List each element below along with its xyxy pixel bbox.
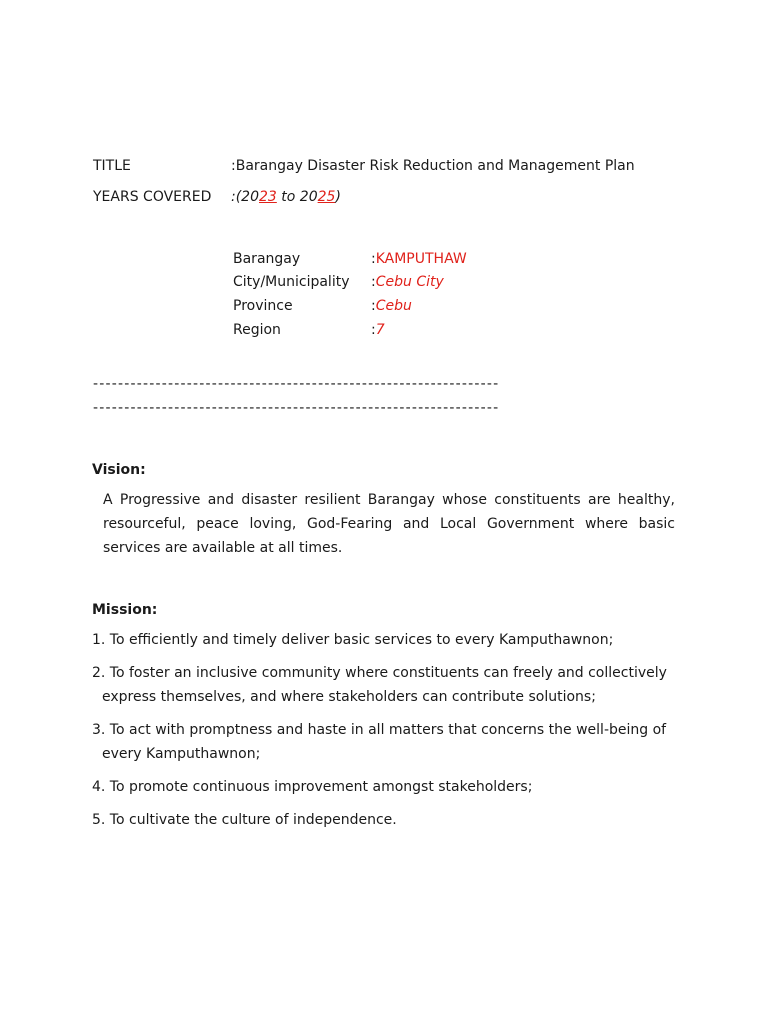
location-row-province [233, 296, 633, 316]
region-value: 7 [375, 322, 385, 338]
years-covered-row [93, 187, 693, 207]
location-value [371, 320, 385, 340]
location-value [371, 272, 444, 292]
years-end-suffix: 25 [317, 189, 336, 205]
years-covered-value [231, 187, 341, 207]
years-prefix: :(20 [231, 189, 259, 205]
location-label: Region [233, 322, 281, 338]
location-value [371, 296, 412, 316]
mission-item: 1. To efficiently and timely deliver basic services to every Kamputhawnon; [92, 632, 614, 648]
location-colon: : [371, 322, 376, 338]
location-label: Province [233, 298, 293, 314]
location-value [371, 249, 467, 269]
location-label: City/Municipality [233, 274, 350, 290]
title-value: :Barangay Disaster Risk Reduction and Management Plan [231, 158, 635, 174]
mission-list [92, 628, 682, 841]
location-row-city [233, 272, 633, 292]
location-label: Barangay [233, 251, 301, 267]
province-value: Cebu [375, 298, 412, 314]
mission-item: 4. To promote continuous improvement amongst stakeholders; [92, 779, 533, 795]
vision-heading: Vision: [92, 462, 146, 478]
years-close: ) [335, 189, 341, 205]
location-row-region [233, 320, 633, 340]
years-to: to 20 [276, 189, 318, 205]
mission-heading: Mission: [92, 602, 158, 618]
barangay-value: KAMPUTHAW [375, 251, 467, 267]
years-covered-label: YEARS COVERED [93, 189, 212, 205]
location-colon: : [371, 251, 376, 267]
dashed-divider: ----------------------------------------------------------------- [93, 376, 500, 392]
mission-item: 3. To act with promptness and haste in all matters that concerns the well-being of every Kamputhawnon; [92, 722, 667, 762]
mission-item: 5. To cultivate the culture of independence. [92, 812, 397, 828]
location-colon: : [371, 298, 376, 314]
mission-item: 2. To foster an inclusive community where constituents can freely and collectively express themselves, and where stakeholders can contribute solutions; [92, 665, 667, 705]
title-row [93, 156, 693, 176]
dashed-divider: ----------------------------------------------------------------- [93, 400, 500, 416]
city-value: Cebu City [375, 274, 444, 290]
location-colon: : [371, 274, 376, 290]
location-row-barangay [233, 249, 633, 269]
years-start-suffix: 23 [259, 189, 277, 205]
title-label: TITLE [93, 158, 131, 174]
vision-text: A Progressive and disaster resilient Barangay whose constituents are healthy, resourceful, peace loving, God-Fearing and Local Government where basic services are available at all times. [103, 492, 675, 556]
